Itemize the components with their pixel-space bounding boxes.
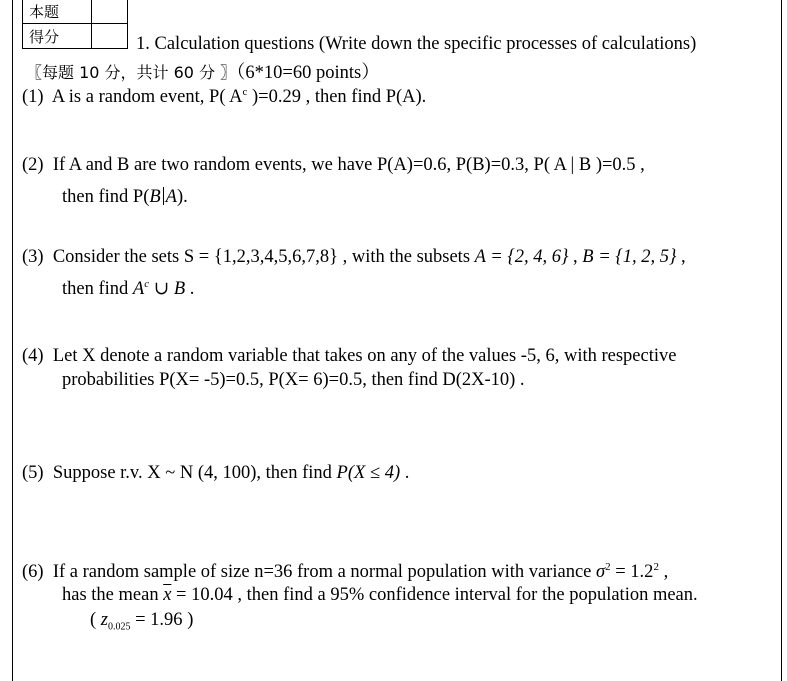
- question-2-line2-post: ).: [176, 187, 188, 207]
- question-6-text: If a random sample of size n=36 from a normal population with variance: [52, 562, 596, 583]
- page-border-left: [12, 0, 13, 681]
- question-5: [22, 463, 409, 484]
- question-4-line-1: [22, 346, 676, 367]
- question-6-line-2: [62, 585, 698, 606]
- question-1-sup: c: [242, 86, 248, 98]
- question-number: (6): [22, 562, 44, 583]
- question-3-line-2: then find $A^c$ ∪ B .: [62, 278, 195, 300]
- z-subscript: 0.025: [108, 621, 131, 633]
- question-2-line-1: [22, 155, 645, 176]
- question-3-expr: A: [132, 279, 145, 300]
- score-box: [22, 0, 128, 49]
- question-3-expr-rest: ∪ B: [149, 279, 186, 300]
- score-box-label-question: 本题: [23, 0, 92, 24]
- variance-value: = 1.2: [610, 562, 654, 583]
- question-2-line-2: [62, 187, 188, 208]
- question-2-event-a: A: [165, 187, 177, 207]
- question-4-text: Let X denote a random variable that takes on any of the values -5, 6, with respective: [52, 346, 677, 366]
- section-note: [26, 58, 380, 84]
- question-6-line-1: [22, 561, 668, 583]
- question-3-set-b: B = {1, 2, 5}: [582, 247, 677, 267]
- question-2-event-b: B: [149, 187, 161, 207]
- sigma-symbol: σ: [596, 562, 606, 583]
- question-6-line2-post: = 10.04 , then find a 95% confidence interval for the population mean.: [171, 585, 698, 605]
- sigma-sup: 2: [605, 561, 611, 573]
- conditional-bar: [163, 187, 164, 205]
- question-number: (1): [22, 87, 44, 108]
- question-1: [22, 86, 426, 108]
- question-6-line1-post: ,: [658, 562, 669, 583]
- question-5-text: Suppose r.v. X ~ N (4, 100), then find: [52, 463, 337, 483]
- question-6-line-3: ( $z_{0.025} = 1.96$ ): [90, 610, 194, 633]
- question-5-expr: P(X ≤ 4): [336, 463, 401, 483]
- question-1-text-a: A is a random event, P( A: [51, 87, 243, 108]
- z-value: = 1.96: [130, 610, 183, 630]
- question-1-text-b: )=0.29 , then find P(A).: [247, 87, 427, 108]
- sample-mean-symbol: $\overline{x}$: [163, 585, 172, 605]
- section-note-en: （6*10=60 points）: [236, 63, 380, 83]
- z-symbol: z: [100, 610, 108, 630]
- section-note-cn: 〖每题 10 分，共计 60 分 〗: [26, 63, 237, 82]
- question-3-set-a: A = {2, 4, 6}: [474, 247, 569, 267]
- score-box-cell: [92, 0, 128, 24]
- question-3-line2-pre: then find: [62, 279, 133, 300]
- question-2-line2-pre: then find P(: [62, 187, 150, 207]
- page-border-right: [781, 0, 782, 681]
- question-3-text: Consider the sets S = {1,2,3,4,5,6,7,8} , with the subsets: [52, 247, 475, 267]
- question-number: (4): [22, 346, 44, 366]
- question-6-line2-pre: has the mean: [62, 585, 164, 605]
- question-3-sup: c: [144, 278, 150, 290]
- question-number: (5): [22, 463, 44, 483]
- question-2-text: If A and B are two random events, we have P(A)=0.6, P(B)=0.3, P( A | B )=0.5 ,: [52, 155, 645, 175]
- question-5-post: .: [400, 463, 410, 483]
- question-3-line-1: (3) Consider the sets S = {1,2,3,4,5,6,7,8} , with the subsets A = {2, 4, 6} , B = {1, 2, 5} ,: [22, 247, 686, 267]
- score-box-label-score: 得分: [23, 24, 92, 49]
- question-4-line-2: probabilities P(X= -5)=0.5, P(X= 6)=0.5, then find D(2X-10) .: [62, 370, 525, 390]
- question-number: (3): [22, 247, 44, 267]
- section-title: 1. Calculation questions (Write down the specific processes of calculations): [136, 34, 697, 54]
- question-number: (2): [22, 155, 44, 175]
- variance-sup: 2: [653, 561, 659, 573]
- score-box-input-cell[interactable]: [92, 24, 128, 49]
